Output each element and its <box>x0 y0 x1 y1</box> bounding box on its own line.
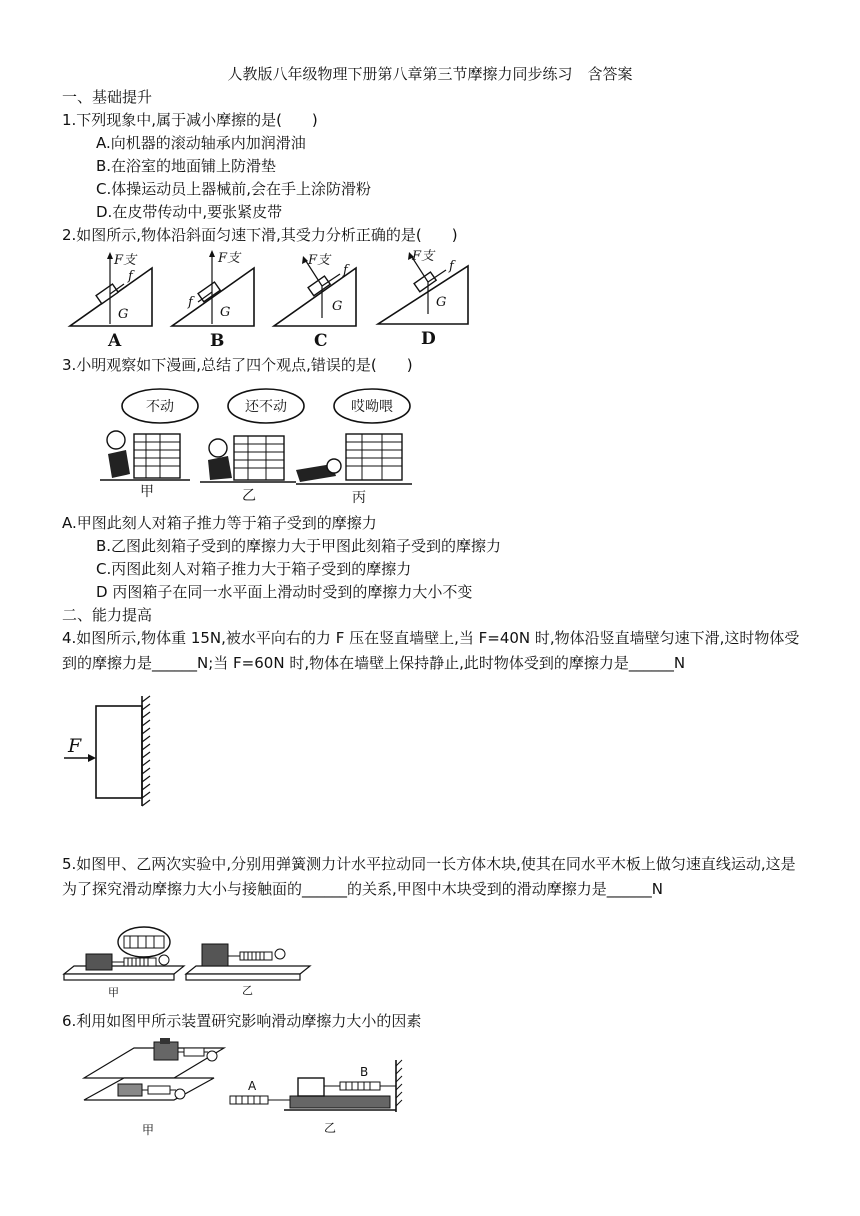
question-1-option-a: A.向机器的滚动轴承内加润滑油 <box>96 134 306 152</box>
question-3-option-c: C.丙图此刻人对箱子推力大于箱子受到的摩擦力 <box>96 560 412 578</box>
comic-pushing-box <box>100 384 420 508</box>
question-6-text: 6.利用如图甲所示装置研究影响滑动摩擦力大小的因素 <box>62 1012 422 1030</box>
force-label-gravity: G <box>332 299 343 314</box>
question-1-option-b: B.在浴室的地面铺上防滑垫 <box>96 157 277 175</box>
force-label-gravity: G <box>118 307 129 322</box>
force-label-friction: f <box>449 259 454 274</box>
bubble-text-3: 哎呦喂 <box>351 399 393 415</box>
incline-diagram-d <box>378 249 468 349</box>
panel-label-bing: 丙 <box>352 490 366 506</box>
force-label-support: F支 <box>114 253 137 268</box>
page-title: 人教版八年级物理下册第八章第三节摩擦力同步练习 含答案 <box>227 65 633 83</box>
panel-label-jia: 甲 <box>142 1123 155 1137</box>
force-label-support: F支 <box>218 251 241 266</box>
experiment-panel-jia <box>64 954 184 999</box>
incline-diagram-b <box>172 250 254 351</box>
incline-diagram-c <box>274 253 356 351</box>
bubble-text-2: 还不动 <box>245 399 287 415</box>
diagram-label-b: B <box>210 331 225 351</box>
apparatus-panel-jia <box>84 1038 224 1137</box>
panel-label-jia: 甲 <box>108 986 119 999</box>
incline-diagram-a <box>70 252 152 351</box>
question-1-option-c: C.体操运动员上器械前,会在手上涂防滑粉 <box>96 180 372 198</box>
question-3-stem: 3.小明观察如下漫画,总结了四个观点,错误的是( ) <box>62 356 413 374</box>
friction-apparatus-diagram <box>84 1038 404 1138</box>
question-1-option-d: D.在皮带传动中,要张紧皮带 <box>96 203 283 221</box>
comic-panel-bing <box>296 434 412 506</box>
force-label-support: F支 <box>412 249 435 264</box>
point-label-a: A <box>248 1079 257 1093</box>
force-label-f: F <box>68 735 82 757</box>
section-heading-basic: 一、基础提升 <box>62 88 153 106</box>
spring-scale-experiment-diagram <box>64 924 314 1000</box>
diagram-label-d: D <box>421 329 436 349</box>
question-2-stem: 2.如图所示,物体沿斜面匀速下滑,其受力分析正确的是( ) <box>62 226 458 244</box>
force-label-support: F支 <box>308 253 331 268</box>
question-4-text: 4.如图所示,物体重 15N,被水平向右的力 F 压在竖直墙壁上,当 F=40N 时,物体沿竖直墙壁匀速下滑,这时物体受到的摩擦力是______N;当 F=60N 时,物体在墙壁上保持静止,此时物体受到的摩擦力是______N <box>62 629 800 672</box>
panel-label-yi: 乙 <box>242 488 256 504</box>
question-5-text: 5.如图甲、乙两次实验中,分别用弹簧测力计水平拉动同一长方体木块,使其在同水平木板上做匀速直线运动,这是为了探究滑动摩擦力大小与接触面的______的关系,甲图中木块受到的滑动摩擦力是______N <box>62 855 796 898</box>
force-label-friction: f <box>188 295 193 310</box>
wall-block-diagram <box>64 696 164 806</box>
diagram-label-a: A <box>108 331 122 351</box>
bubble-text-1: 不动 <box>146 399 174 415</box>
question-3-option-a: A.甲图此刻人对箱子推力等于箱子受到的摩擦力 <box>62 514 377 532</box>
diagram-label-c: C <box>314 331 328 351</box>
apparatus-panel-yi <box>230 1060 402 1135</box>
panel-label-yi: 乙 <box>242 984 253 997</box>
panel-label-yi: 乙 <box>324 1121 337 1135</box>
force-label-friction: f <box>343 263 348 278</box>
question-3-option-d: D 丙图箱子在同一水平面上滑动时受到的摩擦力大小不变 <box>96 583 473 601</box>
force-label-friction: f <box>128 269 133 284</box>
section-heading-advanced: 二、能力提高 <box>62 606 153 624</box>
comic-panel-yi <box>200 436 296 504</box>
incline-force-diagrams <box>60 246 480 351</box>
question-3-option-b: B.乙图此刻箱子受到的摩擦力大于甲图此刻箱子受到的摩擦力 <box>96 537 502 555</box>
question-1-stem: 1.下列现象中,属于减小摩擦的是( ) <box>62 111 318 129</box>
force-label-gravity: G <box>220 305 231 320</box>
experiment-panel-yi <box>186 944 310 997</box>
comic-panel-jia <box>100 431 190 500</box>
force-label-gravity: G <box>436 295 447 310</box>
panel-label-jia: 甲 <box>140 484 154 500</box>
point-label-b: B <box>360 1065 369 1079</box>
